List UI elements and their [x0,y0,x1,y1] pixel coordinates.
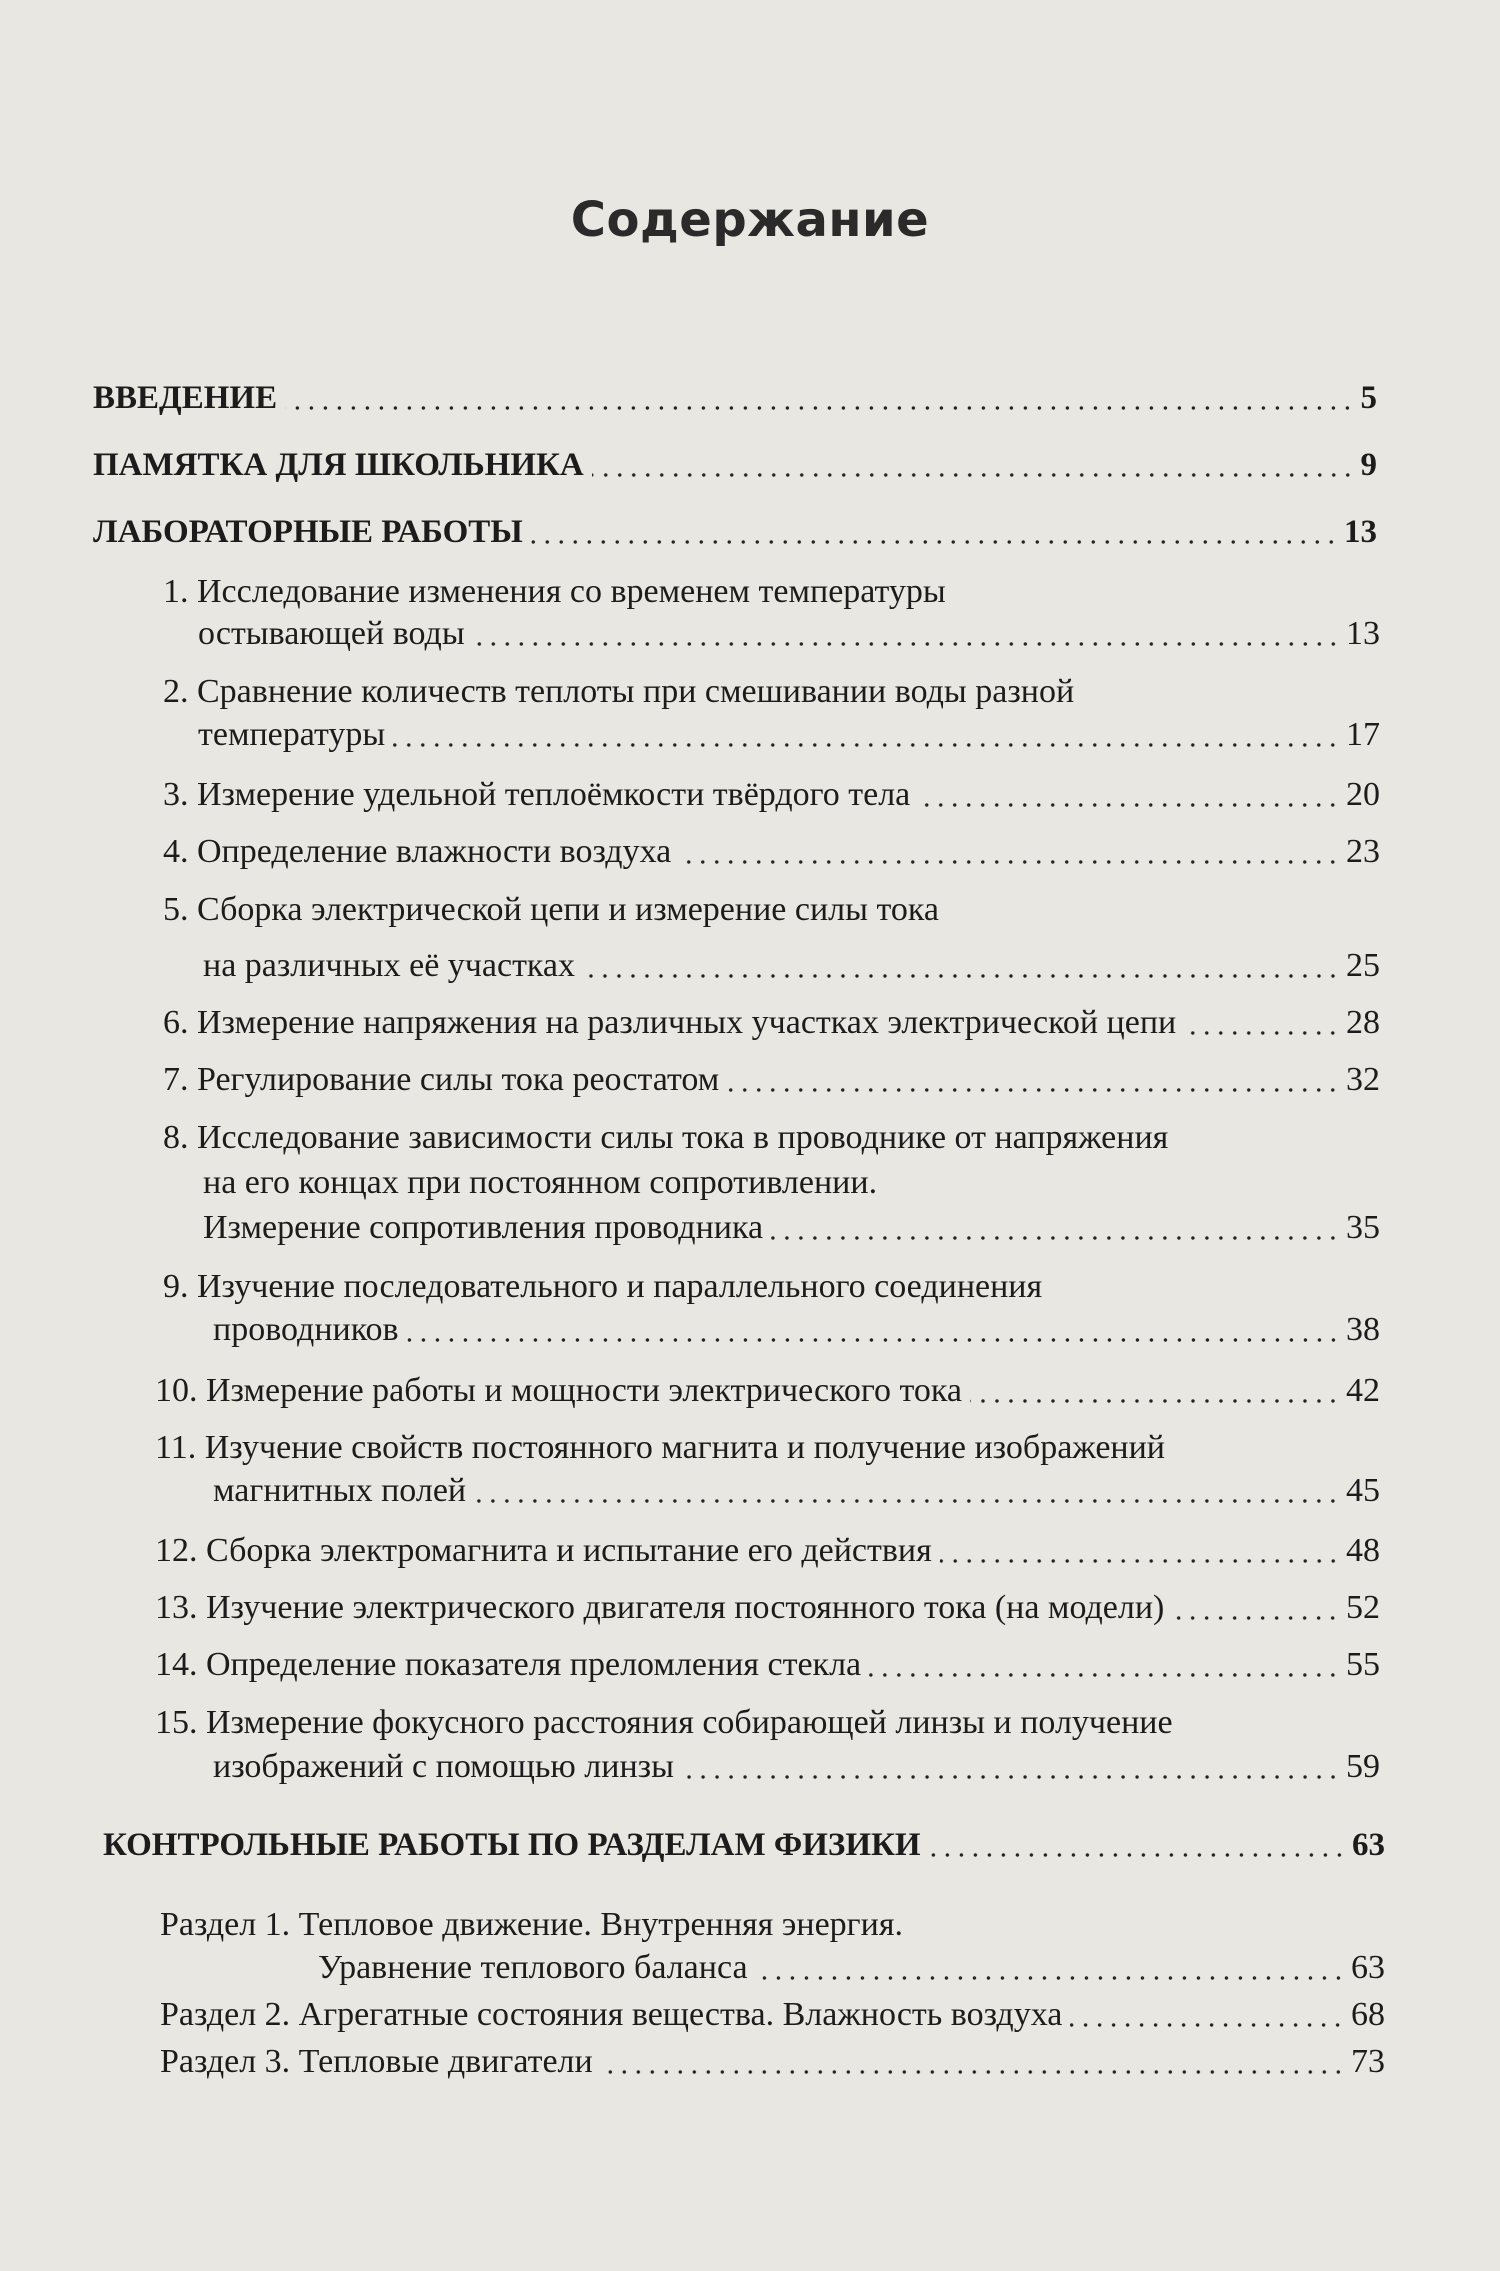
dot-leader [756,1976,1345,1980]
toc-entry-lab-1[interactable] [0,614,1500,654]
toc-entry-tests[interactable] [0,1825,1500,1865]
toc-page-number: 5 [1360,380,1377,416]
toc-entry-part-2[interactable] [0,1995,1500,2035]
toc-entry-labs[interactable] [0,512,1500,552]
toc-page-number: 42 [1346,1372,1380,1409]
toc-entry-label: 13. Изучение электрического двигателя постоянного тока (на модели) [155,1589,1165,1626]
toc-entry-label: Измерение сопротивления проводника [203,1209,764,1246]
toc-entry-label: Раздел 3. Тепловые двигатели [160,2043,593,2080]
dot-leader [531,540,1338,544]
toc-page-number: 73 [1351,2043,1385,2080]
toc-page-number: 23 [1346,833,1380,870]
dot-leader [1172,1616,1340,1620]
dot-leader [601,2070,1345,2074]
toc-page-number: 38 [1346,1311,1380,1348]
toc-page-number: 13 [1346,615,1380,652]
lab-8-line-1: 8. Исследование зависимости силы тока в проводнике от напряжения [163,1119,1169,1156]
dot-leader [970,1399,1340,1403]
toc-entry-lab-13[interactable] [0,1588,1500,1628]
toc-entry-lab-9[interactable] [0,1310,1500,1350]
toc-entry-label: 7. Регулирование силы тока реостатом [163,1061,720,1098]
toc-page-number: 17 [1346,716,1380,753]
toc-page-number: 25 [1346,947,1380,984]
toc-page-number: 32 [1346,1061,1380,1098]
toc-entry-lab-6[interactable] [0,1003,1500,1043]
toc-entry-label: 14. Определение показателя преломления стекла [155,1646,862,1683]
lab-1-line-1: 1. Исследование изменения со временем температуры [163,573,946,610]
toc-entry-memo[interactable] [0,445,1500,485]
dot-leader [869,1673,1340,1677]
dot-leader [1184,1031,1340,1035]
toc-page-number: 48 [1346,1532,1380,1569]
toc-entry-label: магнитных полей [213,1472,467,1509]
toc-entry-label: 10. Измерение работы и мощности электрического тока [155,1372,963,1409]
toc-page-number: 63 [1351,1949,1385,1986]
dot-leader [285,406,1354,410]
toc-entry-lab-3[interactable] [0,775,1500,815]
dot-leader [929,1853,1346,1857]
dot-leader [679,860,1340,864]
lab-9-line-1: 9. Изучение последовательного и параллельного соединения [163,1268,1043,1305]
dot-leader [393,743,1340,747]
dot-leader [473,642,1340,646]
dot-leader [940,1559,1340,1563]
toc-entry-label: остывающей воды [198,615,465,652]
toc-entry-part-3[interactable] [0,2042,1500,2082]
part-1-line-1: Раздел 1. Тепловое движение. Внутренняя энергия. [160,1906,903,1943]
toc-entry-lab-14[interactable] [0,1645,1500,1685]
toc-page-number: 13 [1344,514,1377,550]
toc-entry-label: КОНТРОЛЬНЫЕ РАБОТЫ ПО РАЗДЕЛАМ ФИЗИКИ [103,1827,921,1863]
dot-leader [592,473,1355,477]
toc-entry-label: изображений с помощью линзы [213,1748,674,1785]
lab-2-line-1: 2. Сравнение количеств теплоты при смешивании воды разной [163,673,1075,710]
toc-entry-lab-10[interactable] [0,1371,1500,1411]
toc-entry-intro[interactable] [0,378,1500,418]
dot-leader [918,803,1340,807]
dot-leader [682,1775,1340,1779]
toc-page-number: 68 [1351,1996,1385,2033]
toc-page-number: 9 [1360,447,1377,483]
toc-entry-label: проводников [213,1311,399,1348]
toc-entry-label: 6. Измерение напряжения на различных участках электрической цепи [163,1004,1177,1041]
toc-entry-lab-4[interactable] [0,832,1500,872]
toc-entry-label: ВВЕДЕНИЕ [93,380,278,416]
toc-entry-label: Уравнение теплового баланса [318,1949,748,1986]
toc-entry-lab-5[interactable] [0,946,1500,986]
toc-entry-label: 4. Определение влажности воздуха [163,833,672,870]
toc-entry-lab-15[interactable] [0,1747,1500,1787]
dot-leader [771,1236,1340,1240]
toc-page-number: 20 [1346,776,1380,813]
lab-11-line-1: 11. Изучение свойств постоянного магнита и получение изображений [155,1429,1166,1466]
toc-page-number: 59 [1346,1748,1380,1785]
toc-page-number: 35 [1346,1209,1380,1246]
dot-leader [1070,2023,1345,2027]
lab-8-line-2: на его концах при постоянном сопротивлении. [203,1164,878,1201]
toc-page-number: 55 [1346,1646,1380,1683]
toc-entry-lab-2[interactable] [0,715,1500,755]
toc-entry-lab-11[interactable] [0,1471,1500,1511]
toc-entry-lab-7[interactable] [0,1060,1500,1100]
toc-entry-lab-8[interactable] [0,1208,1500,1248]
toc-page-number: 45 [1346,1472,1380,1509]
lab-15-line-1: 15. Измерение фокусного расстояния собирающей линзы и получение [155,1704,1173,1741]
toc-entry-lab-12[interactable] [0,1531,1500,1571]
dot-leader [583,974,1340,978]
dot-leader [474,1499,1340,1503]
dot-leader [727,1088,1340,1092]
lab-5-line-1: 5. Сборка электрической цепи и измерение силы тока [163,891,939,928]
toc-page-number: 52 [1346,1589,1380,1626]
toc-page-number: 63 [1352,1827,1385,1863]
toc-entry-label: на различных её участках [203,947,576,984]
toc-entry-label: ЛАБОРАТОРНЫЕ РАБОТЫ [93,514,523,550]
toc-entry-label: ПАМЯТКА ДЛЯ ШКОЛЬНИКА [93,447,584,483]
dot-leader [407,1338,1340,1342]
toc-entry-label: 12. Сборка электромагнита и испытание его действия [155,1532,932,1569]
toc-page-number: 28 [1346,1004,1380,1041]
toc-entry-label: температуры [198,716,386,753]
toc-entry-part-1[interactable] [0,1948,1500,1988]
toc-entry-label: 3. Измерение удельной теплоёмкости твёрдого тела [163,776,911,813]
page-title: Содержание [570,192,930,248]
toc-entry-label: Раздел 2. Агрегатные состояния вещества. Влажность воздуха [160,1996,1063,2033]
